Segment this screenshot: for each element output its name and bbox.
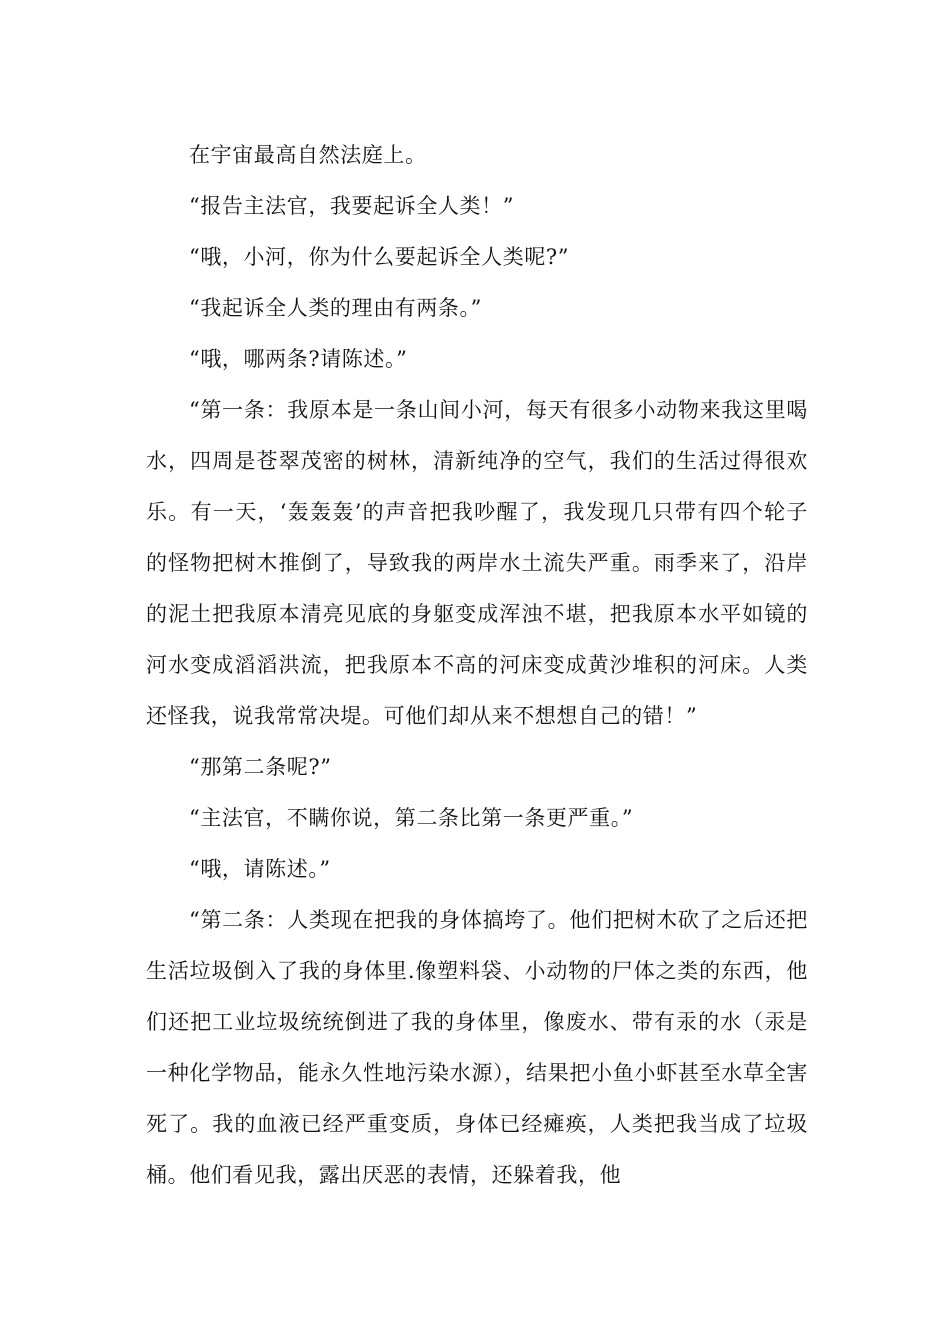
paragraph-report-judge: “报告主法官，我要起诉全人类！” (189, 194, 515, 218)
paragraph-why-sue: “哦，小河，你为什么要起诉全人类呢?” (189, 245, 570, 269)
paragraph-second-question: “那第二条呢?” (189, 755, 332, 779)
paragraph-two-reasons: “我起诉全人类的理由有两条。” (189, 296, 482, 320)
paragraph-court-intro: 在宇宙最高自然法庭上。 (189, 143, 427, 167)
document-body (146, 130, 808, 1201)
paragraph-first-reason: “第一条：我原本是一条山间小河，每天有很多小动物来我这里喝水，四周是苍翠茂密的树林，清新纯净的空气，我们的生活过得很欢乐。有一天，‘轰轰轰’的声音把我吵醒了，我发现几只带有四个轮子的怪物把树木推倒了，导致我的两岸水土流失严重。雨季来了，沿岸的泥土把我原本清亮见底的身躯变成浑浊不堪，把我原本水平如镜的河水变成滔滔洪流，把我原本不高的河床变成黄沙堆积的河床。人类还怪我，说我常常决堤。可他们却从来不想想自己的错！” (146, 398, 808, 728)
paragraph-second-reason: “第二条：人类现在把我的身体搞垮了。他们把树木砍了之后还把生活垃圾倒入了我的身体里.像塑料袋、小动物的尸体之类的东西，他们还把工业垃圾统统倒进了我的身体里，像废水、带有汞的水（汞是一种化学物品，能永久性地污染水源），结果把小鱼小虾甚至水草全害死了。我的血液已经严重变质，身体已经瘫痪，人类把我当成了垃圾桶。他们看见我，露出厌恶的表情，还躲着我，他 (146, 908, 808, 1187)
paragraph-more-serious: “主法官，不瞒你说，第二条比第一条更严重。” (189, 806, 634, 830)
paragraph-please-state: “哦，请陈述。” (189, 857, 331, 881)
paragraph-which-two: “哦，哪两条?请陈述。” (189, 347, 408, 371)
